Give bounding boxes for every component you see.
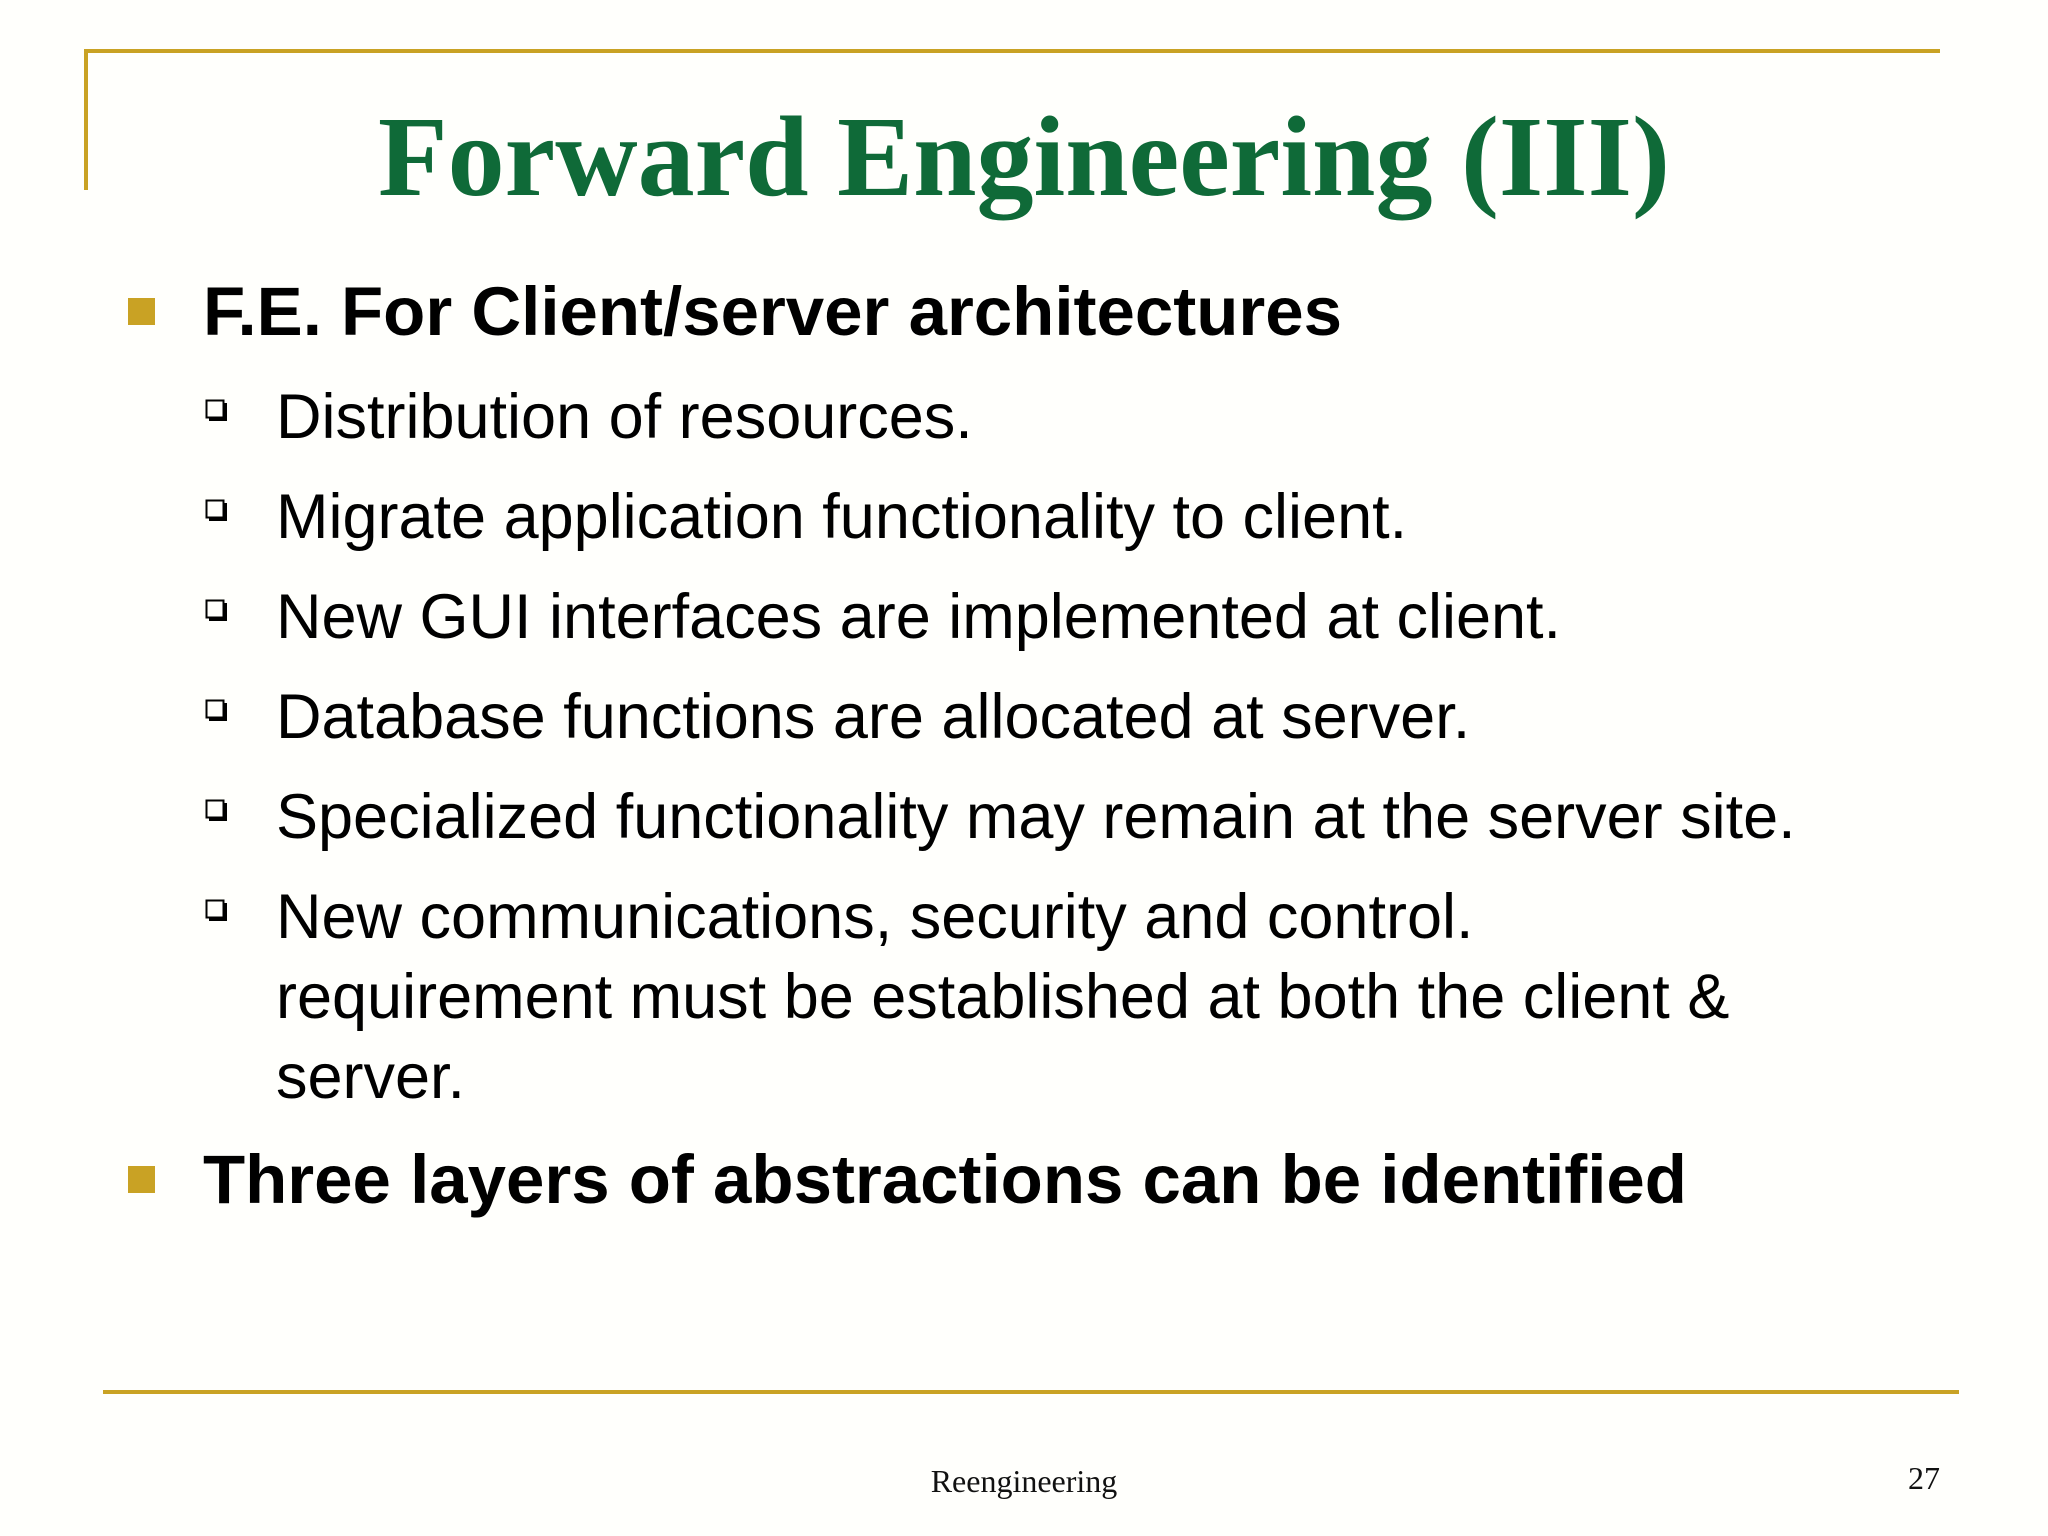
top-rule: [84, 49, 1940, 53]
sub-bullet-text: Database functions are allocated at server.: [276, 682, 1471, 752]
hollow-square-bullet-icon: [205, 599, 228, 621]
hollow-square-bullet-icon: [205, 699, 228, 721]
slide-title: Forward Engineering (III): [378, 93, 1670, 220]
sub-bullet-text: server.: [276, 1042, 466, 1112]
sub-bullet-text: Distribution of resources.: [276, 382, 973, 452]
square-bullet-icon: [128, 298, 155, 325]
hollow-square-bullet-icon: [205, 499, 228, 521]
sub-bullet-text: Specialized functionality may remain at the server site.: [276, 782, 1796, 852]
sub-bullet-text: Migrate application functionality to client.: [276, 482, 1408, 552]
square-bullet-icon: [128, 1166, 155, 1193]
hollow-square-bullet-icon: [205, 799, 228, 821]
bullet-text: Three layers of abstractions can be identified: [203, 1141, 1687, 1218]
sub-bullet-text: New GUI interfaces are implemented at client.: [276, 582, 1562, 652]
hollow-square-bullet-icon: [205, 399, 228, 421]
sub-bullet-text: New communications, security and control.: [276, 882, 1474, 952]
sub-bullet-text: requirement must be established at both the client &: [276, 962, 1730, 1032]
bullet-text: F.E. For Client/server architectures: [203, 273, 1342, 350]
page-number: 27: [1908, 1460, 1940, 1496]
footer-title: Reengineering: [930, 1463, 1118, 1499]
bottom-rule: [103, 1390, 1959, 1394]
hollow-square-bullet-icon: [205, 899, 228, 921]
